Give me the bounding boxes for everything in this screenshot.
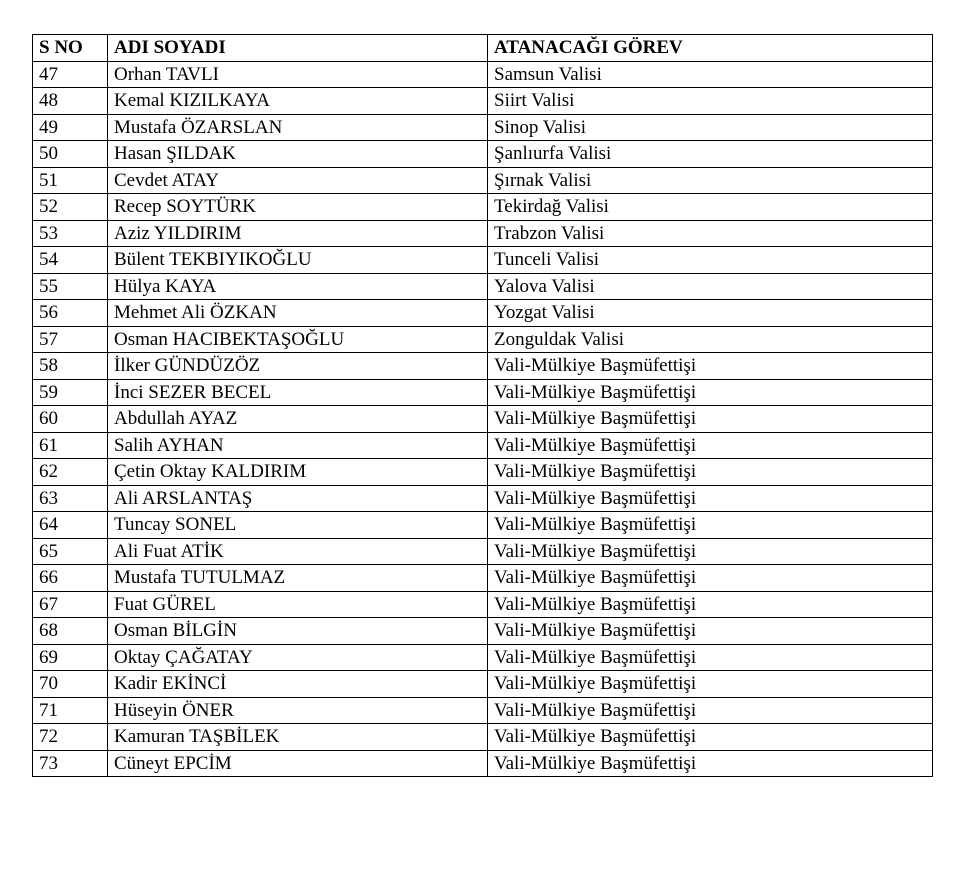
cell-assigned-duty: Vali-Mülkiye Başmüfettişi: [488, 406, 933, 433]
table-row: [33, 644, 933, 671]
table-row: [33, 379, 933, 406]
cell-serial-number: 68: [33, 618, 108, 645]
cell-assigned-duty: Tunceli Valisi: [488, 247, 933, 274]
cell-serial-number: 56: [33, 300, 108, 327]
cell-serial-number: 57: [33, 326, 108, 353]
cell-assigned-duty: Vali-Mülkiye Başmüfettişi: [488, 379, 933, 406]
header-full-name: ADI SOYADI: [108, 35, 488, 62]
table-row: [33, 485, 933, 512]
cell-full-name: Hülya KAYA: [108, 273, 488, 300]
cell-full-name: Hüseyin ÖNER: [108, 697, 488, 724]
cell-serial-number: 51: [33, 167, 108, 194]
cell-assigned-duty: Vali-Mülkiye Başmüfettişi: [488, 353, 933, 380]
table-row: [33, 512, 933, 539]
cell-assigned-duty: Şırnak Valisi: [488, 167, 933, 194]
cell-assigned-duty: Vali-Mülkiye Başmüfettişi: [488, 565, 933, 592]
cell-serial-number: 47: [33, 61, 108, 88]
cell-assigned-duty: Vali-Mülkiye Başmüfettişi: [488, 485, 933, 512]
table-row: [33, 88, 933, 115]
cell-serial-number: 65: [33, 538, 108, 565]
cell-assigned-duty: Yozgat Valisi: [488, 300, 933, 327]
cell-serial-number: 60: [33, 406, 108, 433]
table-row: [33, 538, 933, 565]
cell-assigned-duty: Vali-Mülkiye Başmüfettişi: [488, 538, 933, 565]
cell-serial-number: 66: [33, 565, 108, 592]
table-row: [33, 273, 933, 300]
cell-full-name: Fuat GÜREL: [108, 591, 488, 618]
table-row: [33, 220, 933, 247]
table-header-row: [33, 35, 933, 62]
table-row: [33, 353, 933, 380]
cell-full-name: Ali ARSLANTAŞ: [108, 485, 488, 512]
cell-serial-number: 54: [33, 247, 108, 274]
cell-full-name: Kamuran TAŞBİLEK: [108, 724, 488, 751]
cell-serial-number: 55: [33, 273, 108, 300]
cell-serial-number: 59: [33, 379, 108, 406]
cell-full-name: Orhan TAVLI: [108, 61, 488, 88]
cell-serial-number: 71: [33, 697, 108, 724]
cell-assigned-duty: Sinop Valisi: [488, 114, 933, 141]
cell-serial-number: 72: [33, 724, 108, 751]
table-row: [33, 300, 933, 327]
cell-assigned-duty: Vali-Mülkiye Başmüfettişi: [488, 591, 933, 618]
cell-serial-number: 64: [33, 512, 108, 539]
cell-full-name: Oktay ÇAĞATAY: [108, 644, 488, 671]
cell-full-name: Salih AYHAN: [108, 432, 488, 459]
table-row: [33, 671, 933, 698]
cell-assigned-duty: Vali-Mülkiye Başmüfettişi: [488, 671, 933, 698]
table-row: [33, 61, 933, 88]
cell-serial-number: 48: [33, 88, 108, 115]
cell-assigned-duty: Vali-Mülkiye Başmüfettişi: [488, 724, 933, 751]
cell-full-name: Mehmet Ali ÖZKAN: [108, 300, 488, 327]
cell-serial-number: 63: [33, 485, 108, 512]
cell-full-name: Bülent TEKBIYIKOĞLU: [108, 247, 488, 274]
cell-full-name: Tuncay SONEL: [108, 512, 488, 539]
cell-serial-number: 70: [33, 671, 108, 698]
cell-serial-number: 67: [33, 591, 108, 618]
cell-assigned-duty: Vali-Mülkiye Başmüfettişi: [488, 697, 933, 724]
cell-serial-number: 69: [33, 644, 108, 671]
appointment-table: [32, 34, 933, 777]
table-body: [33, 61, 933, 777]
table-row: [33, 618, 933, 645]
cell-serial-number: 52: [33, 194, 108, 221]
cell-serial-number: 50: [33, 141, 108, 168]
table-row: [33, 406, 933, 433]
cell-full-name: Osman BİLGİN: [108, 618, 488, 645]
cell-full-name: Cevdet ATAY: [108, 167, 488, 194]
cell-assigned-duty: Tekirdağ Valisi: [488, 194, 933, 221]
header-serial-number: S NO: [33, 35, 108, 62]
table-row: [33, 432, 933, 459]
table-row: [33, 591, 933, 618]
cell-assigned-duty: Zonguldak Valisi: [488, 326, 933, 353]
table-row: [33, 247, 933, 274]
cell-full-name: Recep SOYTÜRK: [108, 194, 488, 221]
table-row: [33, 326, 933, 353]
cell-full-name: Kemal KIZILKAYA: [108, 88, 488, 115]
cell-assigned-duty: Vali-Mülkiye Başmüfettişi: [488, 644, 933, 671]
cell-assigned-duty: Şanlıurfa Valisi: [488, 141, 933, 168]
cell-full-name: İnci SEZER BECEL: [108, 379, 488, 406]
table-row: [33, 459, 933, 486]
cell-full-name: Ali Fuat ATİK: [108, 538, 488, 565]
cell-full-name: Abdullah AYAZ: [108, 406, 488, 433]
cell-full-name: Aziz YILDIRIM: [108, 220, 488, 247]
cell-assigned-duty: Siirt Valisi: [488, 88, 933, 115]
table-row: [33, 724, 933, 751]
cell-full-name: İlker GÜNDÜZÖZ: [108, 353, 488, 380]
table-row: [33, 167, 933, 194]
cell-assigned-duty: Vali-Mülkiye Başmüfettişi: [488, 618, 933, 645]
table-row: [33, 750, 933, 777]
cell-assigned-duty: Vali-Mülkiye Başmüfettişi: [488, 459, 933, 486]
table-row: [33, 141, 933, 168]
cell-full-name: Cüneyt EPCİM: [108, 750, 488, 777]
header-assigned-duty: ATANACAĞI GÖREV: [488, 35, 933, 62]
cell-serial-number: 53: [33, 220, 108, 247]
cell-serial-number: 62: [33, 459, 108, 486]
table-row: [33, 114, 933, 141]
cell-serial-number: 58: [33, 353, 108, 380]
cell-serial-number: 49: [33, 114, 108, 141]
cell-assigned-duty: Samsun Valisi: [488, 61, 933, 88]
cell-serial-number: 61: [33, 432, 108, 459]
cell-assigned-duty: Vali-Mülkiye Başmüfettişi: [488, 512, 933, 539]
cell-full-name: Osman HACIBEKTAŞOĞLU: [108, 326, 488, 353]
cell-assigned-duty: Vali-Mülkiye Başmüfettişi: [488, 432, 933, 459]
cell-full-name: Kadir EKİNCİ: [108, 671, 488, 698]
table-row: [33, 565, 933, 592]
cell-full-name: Mustafa ÖZARSLAN: [108, 114, 488, 141]
cell-full-name: Hasan ŞILDAK: [108, 141, 488, 168]
cell-serial-number: 73: [33, 750, 108, 777]
cell-full-name: Çetin Oktay KALDIRIM: [108, 459, 488, 486]
cell-full-name: Mustafa TUTULMAZ: [108, 565, 488, 592]
cell-assigned-duty: Vali-Mülkiye Başmüfettişi: [488, 750, 933, 777]
table-row: [33, 194, 933, 221]
cell-assigned-duty: Trabzon Valisi: [488, 220, 933, 247]
table-row: [33, 697, 933, 724]
cell-assigned-duty: Yalova Valisi: [488, 273, 933, 300]
